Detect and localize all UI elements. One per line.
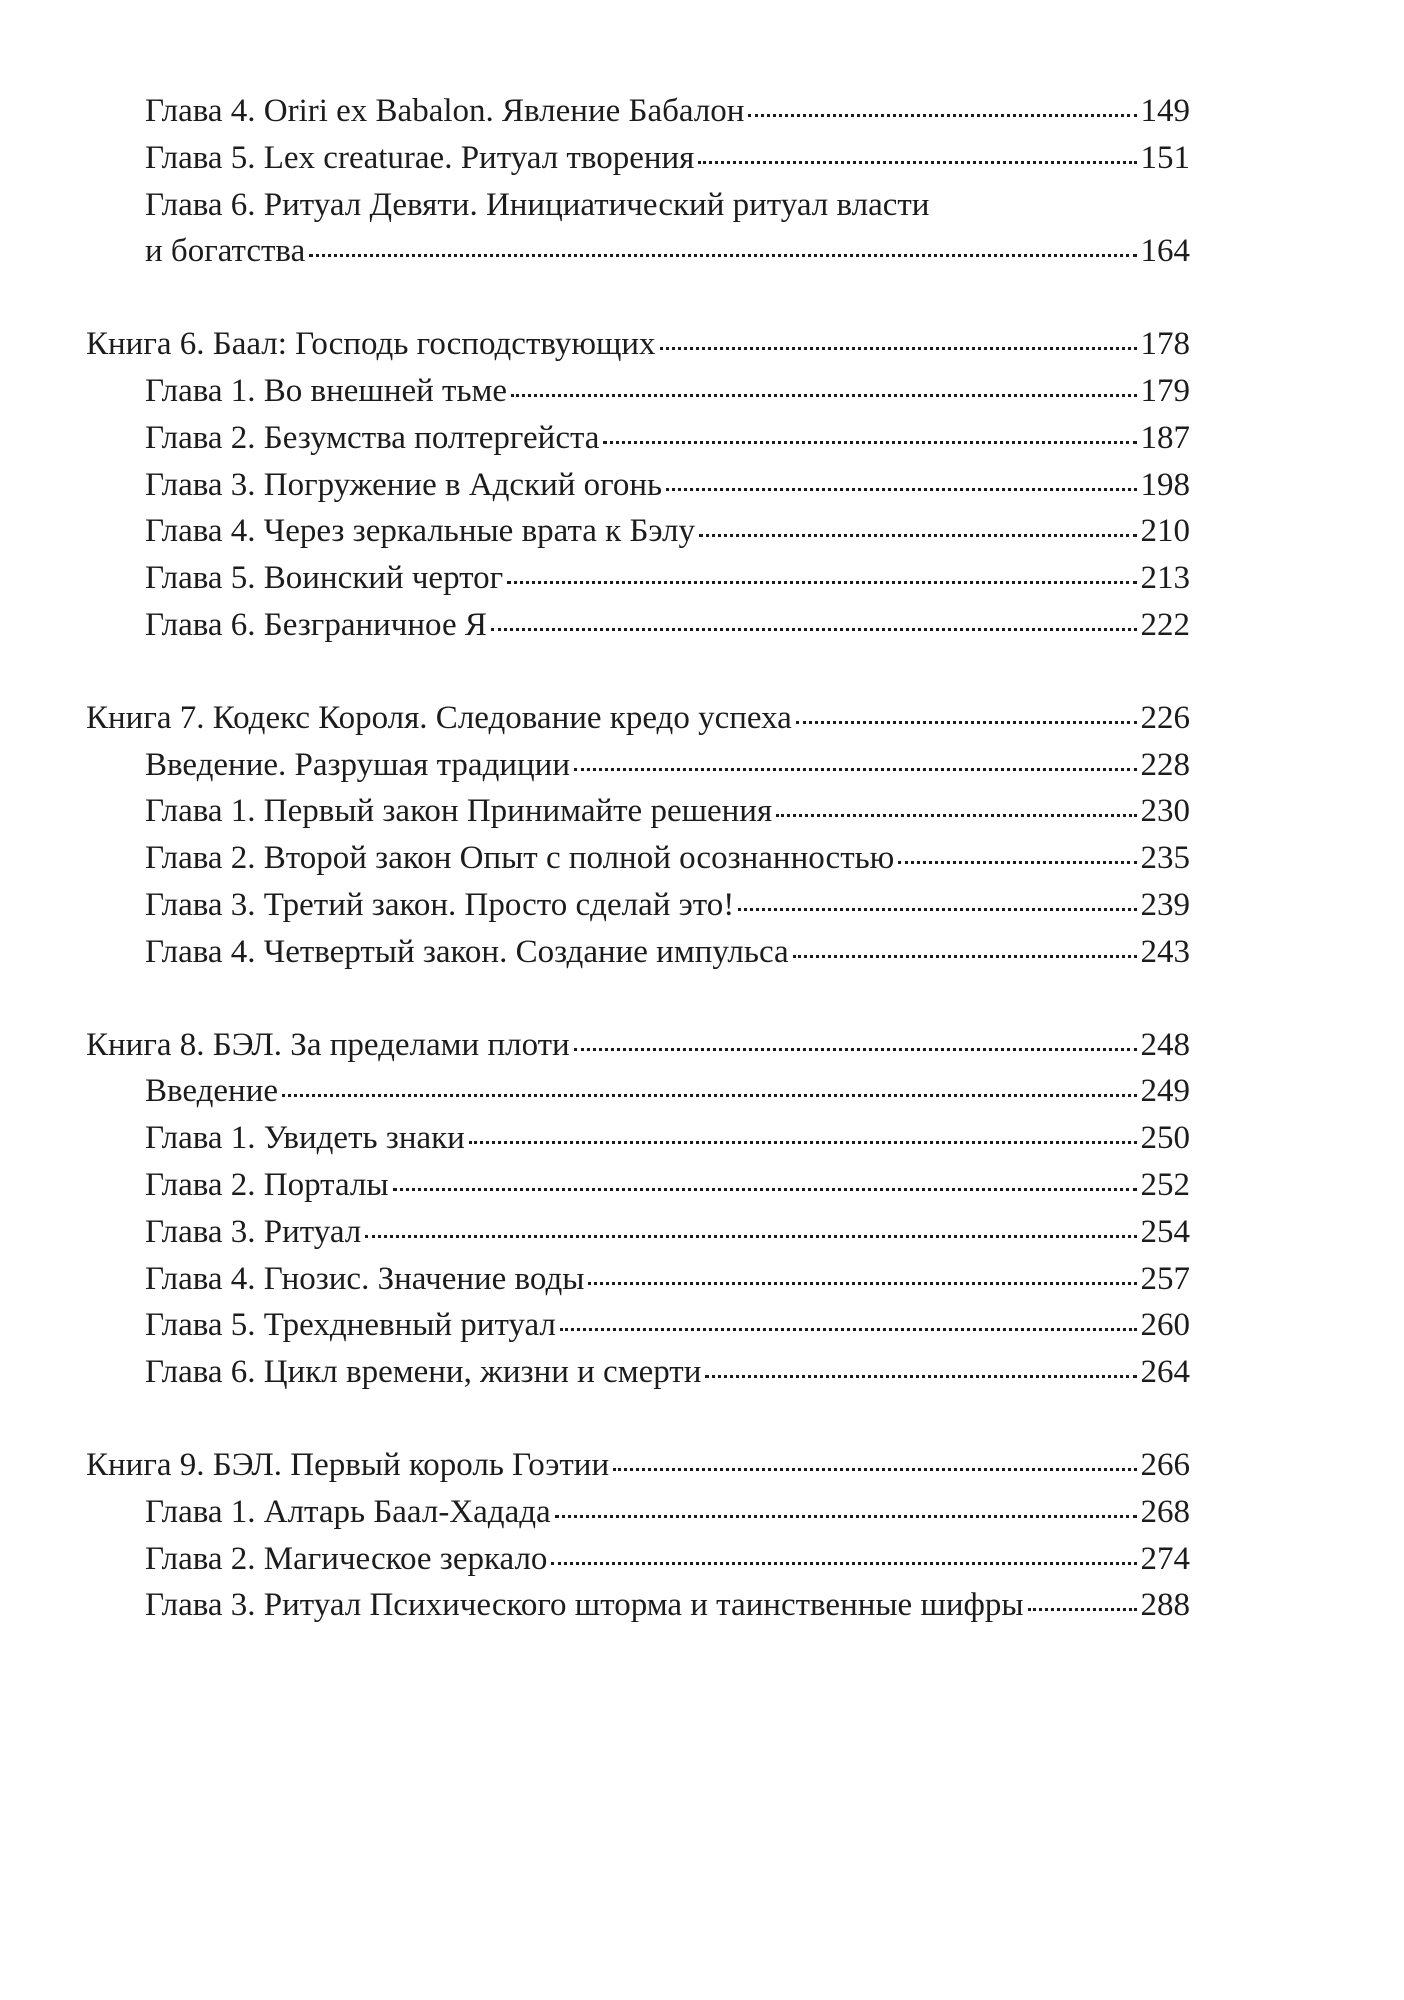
- toc-entry-page: 222: [1140, 606, 1190, 643]
- toc-section: [0, 88, 1404, 275]
- toc-entry-title: Глава 3. Погружение в Адский огонь: [145, 466, 663, 503]
- dot-leader: [660, 321, 1137, 354]
- toc-entry[interactable]: [145, 135, 1190, 182]
- dot-leader: [469, 1115, 1137, 1148]
- toc-entry-title: Глава 3. Ритуал Психического шторма и таинственные шифры: [145, 1587, 1024, 1624]
- toc-entry[interactable]: [145, 555, 1190, 602]
- toc-section-book-6: [0, 321, 1404, 649]
- toc-entry-title: Глава 2. Второй закон Опыт с полной осознанностью: [145, 840, 895, 877]
- toc-entry-title: Глава 1. Первый закон Принимайте решения: [145, 793, 773, 830]
- toc-entry-title: Глава 1. Алтарь Баал-Хадада: [145, 1493, 551, 1530]
- toc-book-title: Книга 7. Кодекс Короля. Следование кредо успеха: [86, 699, 792, 736]
- toc-entry-title: Глава 1. Увидеть знаки: [145, 1120, 465, 1157]
- toc-entry[interactable]: [145, 1489, 1190, 1536]
- toc-entry-page: 151: [1140, 139, 1190, 176]
- toc-entry-page: 249: [1140, 1073, 1190, 1110]
- toc-entry-page: 254: [1140, 1213, 1190, 1250]
- toc-entry-page: 198: [1140, 466, 1190, 503]
- dot-leader: [560, 1302, 1137, 1335]
- toc-entry[interactable]: [145, 368, 1190, 415]
- toc-entry-title: Глава 6. Ритуал Девяти. Инициатический ритуал власти: [145, 186, 930, 223]
- toc-entry[interactable]: [145, 1115, 1190, 1162]
- dot-leader: [282, 1068, 1136, 1101]
- dot-leader: [748, 88, 1136, 121]
- toc-entry-page: 288: [1140, 1587, 1190, 1624]
- toc-entry[interactable]: [145, 508, 1190, 555]
- toc-book-entry[interactable]: [86, 321, 1190, 368]
- dot-leader: [698, 135, 1136, 168]
- toc-entry-title: Глава 4. Через зеркальные врата к Бэлу: [145, 513, 695, 550]
- dot-leader: [309, 228, 1136, 261]
- dot-leader: [555, 1489, 1137, 1522]
- dot-leader: [365, 1209, 1136, 1242]
- toc-entry-title: Введение: [145, 1073, 279, 1110]
- toc-entry[interactable]: [145, 1162, 1190, 1209]
- dot-leader: [613, 1442, 1136, 1475]
- toc-entry-page: 274: [1140, 1540, 1190, 1577]
- dot-leader: [776, 788, 1136, 821]
- toc-entry[interactable]: [145, 929, 1190, 976]
- toc-entry-title: Глава 1. Во внешней тьме: [145, 372, 508, 409]
- toc-entry[interactable]: [145, 1582, 1190, 1629]
- dot-leader: [705, 1349, 1136, 1382]
- toc-entry-page: 268: [1140, 1493, 1190, 1530]
- toc-entry-title: Глава 4. Гнозис. Значение воды: [145, 1260, 585, 1297]
- dot-leader: [898, 835, 1136, 868]
- dot-leader: [588, 1256, 1136, 1289]
- toc-entry-title: Глава 5. Lex creaturae. Ритуал творения: [145, 139, 695, 176]
- dot-leader: [491, 602, 1137, 635]
- toc-entry[interactable]: [145, 415, 1190, 462]
- toc-entry-title-first-line[interactable]: [145, 182, 1190, 229]
- toc-entry[interactable]: [145, 1349, 1190, 1396]
- toc-entry-title: Глава 4. Oriri ex Babalon. Явление Бабалон: [145, 93, 745, 129]
- toc-entry-title: Глава 5. Воинский чертог: [145, 560, 504, 597]
- dot-leader: [393, 1162, 1137, 1195]
- toc-section-book-9: [0, 1442, 1404, 1629]
- toc-section-book-7: [0, 695, 1404, 976]
- toc-entry[interactable]: [145, 88, 1190, 135]
- toc-entry[interactable]: [145, 1209, 1190, 1256]
- toc-entry-title: Глава 3. Третий закон. Просто сделай это!: [145, 886, 735, 923]
- toc-entry-page: 266: [1140, 1446, 1190, 1483]
- toc-entry-page: 228: [1140, 746, 1190, 783]
- toc-book-entry[interactable]: [86, 695, 1190, 742]
- toc-book-entry[interactable]: [86, 1442, 1190, 1489]
- toc-entry-page: 187: [1140, 419, 1190, 456]
- dot-leader: [738, 882, 1136, 915]
- dot-leader: [551, 1536, 1136, 1569]
- table-of-contents: [0, 88, 1404, 1675]
- toc-entry-page: 260: [1140, 1307, 1190, 1344]
- toc-entry[interactable]: [145, 1256, 1190, 1303]
- toc-entry-page: 149: [1140, 93, 1190, 129]
- toc-entry-page: 252: [1140, 1166, 1190, 1203]
- toc-entry-page: 264: [1140, 1354, 1190, 1391]
- toc-entry-title-continuation: и богатства: [145, 233, 306, 270]
- toc-entry-title: Глава 4. Четвертый закон. Создание импульса: [145, 933, 789, 970]
- toc-entry-page: 210: [1140, 513, 1190, 550]
- toc-entry[interactable]: [145, 882, 1190, 929]
- toc-entry-page: 250: [1140, 1120, 1190, 1157]
- toc-entry[interactable]: [145, 788, 1190, 835]
- toc-entry-page: 248: [1140, 1026, 1190, 1063]
- dot-leader: [699, 508, 1137, 541]
- toc-entry-title: Введение. Разрушая традиции: [145, 746, 571, 783]
- toc-entry-page: 226: [1140, 699, 1190, 736]
- toc-section-book-8: [0, 1022, 1404, 1396]
- toc-entry-title: Глава 2. Порталы: [145, 1166, 389, 1203]
- dot-leader: [511, 368, 1136, 401]
- toc-entry-page: 178: [1140, 326, 1190, 363]
- dot-leader: [666, 462, 1136, 495]
- toc-entry-title: Глава 5. Трехдневный ритуал: [145, 1307, 556, 1344]
- toc-entry[interactable]: [145, 835, 1190, 882]
- toc-entry[interactable]: [145, 1068, 1190, 1115]
- toc-entry-page: 239: [1140, 886, 1190, 923]
- toc-entry[interactable]: [145, 742, 1190, 789]
- toc-entry-title: Глава 2. Безумства полтергейста: [145, 419, 600, 456]
- toc-entry[interactable]: [145, 462, 1190, 509]
- toc-entry[interactable]: [145, 228, 1190, 275]
- toc-entry[interactable]: [145, 1536, 1190, 1583]
- dot-leader: [603, 415, 1136, 448]
- dot-leader: [796, 695, 1137, 728]
- toc-entry-title: Глава 6. Цикл времени, жизни и смерти: [145, 1354, 702, 1391]
- toc-entry-page: 235: [1140, 840, 1190, 877]
- toc-entry-page: 257: [1140, 1260, 1190, 1297]
- dot-leader: [574, 1022, 1137, 1055]
- toc-entry-page: 230: [1140, 793, 1190, 830]
- toc-entry-page: 179: [1140, 372, 1190, 409]
- toc-book-title: Книга 6. Баал: Господь господствующих: [86, 326, 656, 363]
- toc-entry-title: Глава 3. Ритуал: [145, 1213, 362, 1250]
- dot-leader: [1028, 1582, 1137, 1615]
- dot-leader: [507, 555, 1136, 588]
- toc-book-title: Книга 8. БЭЛ. За пределами плоти: [86, 1026, 570, 1063]
- toc-book-title: Книга 9. БЭЛ. Первый король Гоэтии: [86, 1446, 610, 1483]
- toc-entry[interactable]: [145, 602, 1190, 649]
- toc-entry[interactable]: [145, 1302, 1190, 1349]
- toc-book-entry[interactable]: [86, 1022, 1190, 1069]
- toc-entry-title: Глава 2. Магическое зеркало: [145, 1540, 548, 1577]
- dot-leader: [574, 742, 1136, 775]
- toc-entry-page: 243: [1140, 933, 1190, 970]
- dot-leader: [793, 929, 1137, 962]
- toc-entry-page: 213: [1140, 560, 1190, 597]
- toc-entry-page: 164: [1140, 233, 1190, 270]
- toc-entry-title: Глава 6. Безграничное Я: [145, 606, 487, 643]
